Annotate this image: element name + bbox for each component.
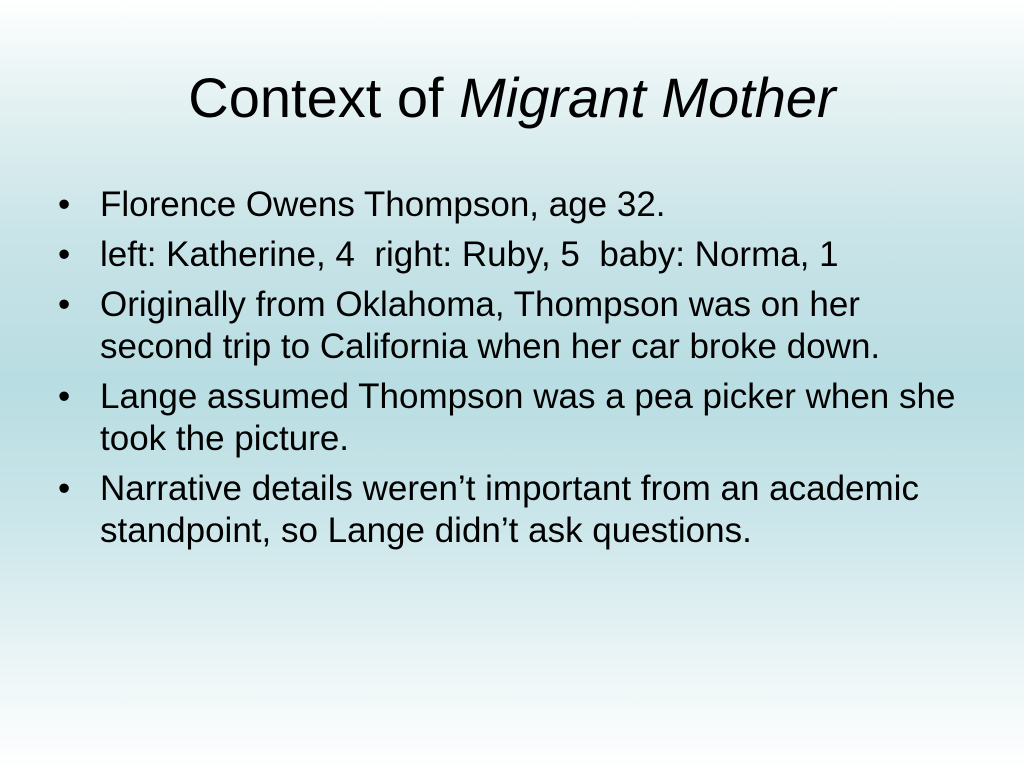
bullet-text: left: Katherine, 4 right: Ruby, 5 baby: Norma, 1 (100, 235, 839, 274)
bullet-icon: • (58, 185, 71, 224)
bullet-text: Florence Owens Thompson, age 32. (100, 185, 666, 224)
bullet-list (56, 184, 956, 560)
slide-title-plain: Context of (188, 66, 460, 129)
bullet-icon: • (58, 377, 71, 416)
bullet-text: Originally from Oklahoma, Thompson was on her second trip to California when her car broke down. (100, 285, 881, 366)
bullet-item (56, 184, 956, 226)
slide-title (0, 66, 1024, 130)
bullet-item (56, 376, 956, 460)
bullet-text: Narrative details weren’t important from an academic standpoint, so Lange didn’t ask questions. (100, 469, 919, 550)
bullet-icon: • (58, 285, 71, 324)
bullet-icon: • (58, 469, 71, 508)
bullet-item (56, 284, 956, 368)
slide-title-italic: Migrant Mother (459, 66, 836, 129)
bullet-item (56, 234, 956, 276)
bullet-icon: • (58, 235, 71, 274)
bullet-item (56, 468, 956, 552)
bullet-text: Lange assumed Thompson was a pea picker when she took the picture. (100, 377, 956, 458)
